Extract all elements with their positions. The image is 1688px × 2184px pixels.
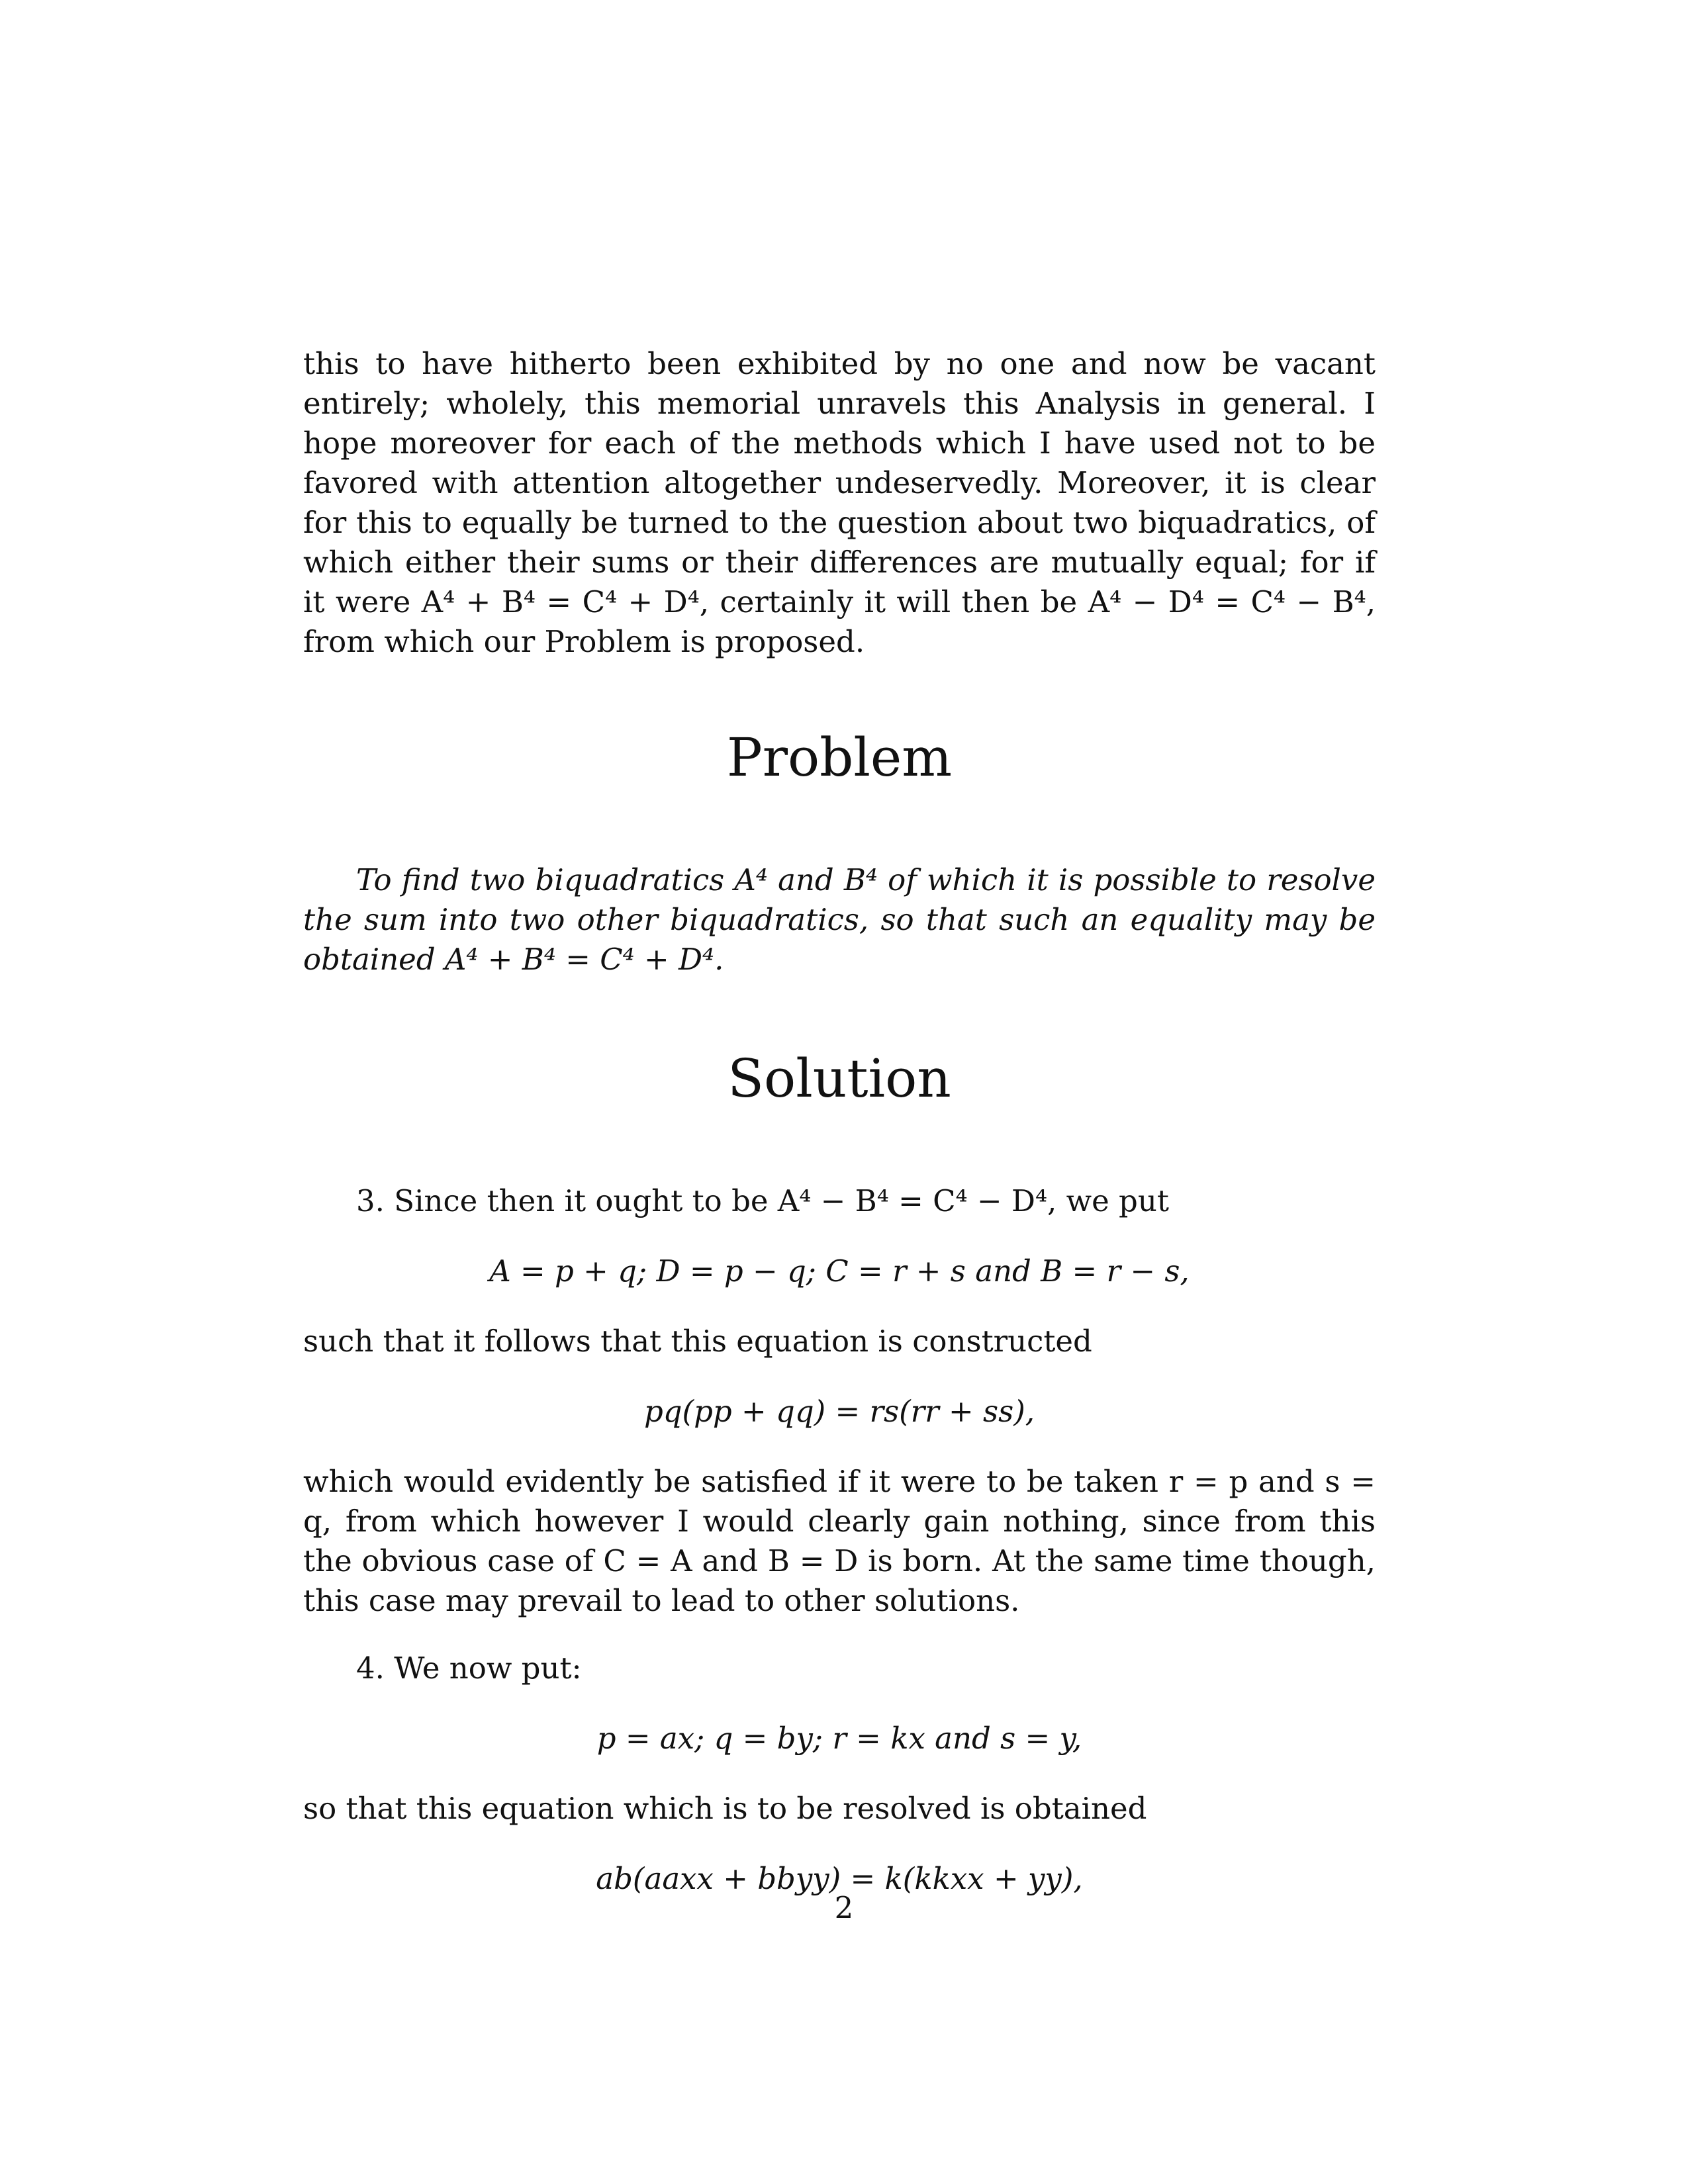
problem-statement: To find two biquadratics A⁴ and B⁴ of which it is possible to resolve the sum into two other biquadratics, so that such an equality may be obtained A⁴ + B⁴ = C⁴ + D⁴. xyxy=(303,862,1376,977)
problem-heading: Problem xyxy=(726,727,953,788)
section-4-mid: so that this equation which is to be resolved is obtained xyxy=(303,1791,1147,1826)
page-content xyxy=(303,344,1376,1929)
equation-ab-k: ab(aaxx + bbyy) = k(kkxx + yy), xyxy=(596,1861,1083,1896)
section-3-tail: which would evidently be satisfied if it were to be taken r = p and s = q, from which however I would clearly gain nothing, since from this the obvious case of C = A and B = D is born. At the same time though, this case may prevail to lead to other solutions. xyxy=(303,1464,1376,1618)
page-number: 2 xyxy=(834,1890,854,1925)
equation-substitution-1: A = p + q; D = p − q; C = r + s and B = r − s, xyxy=(489,1253,1190,1289)
solution-heading: Solution xyxy=(727,1048,951,1109)
section-3-lead: 3. Since then it ought to be A⁴ − B⁴ = C⁴ − D⁴, we put xyxy=(356,1183,1169,1218)
intro-paragraph: this to have hitherto been exhibited by no one and now be vacant entirely; wholely, this memorial unravels this Analysis in general. I hope moreover for each of the methods which I have used not to be favored with attention altogether undeservedly. Moreover, it is clear for this to equally be turned to the question about two biquadratics, of which either their sums or their differences are mutually equal; for if it were A⁴ + B⁴ = C⁴ + D⁴, certainly it will then be A⁴ − D⁴ = C⁴ − B⁴, from which our Problem is proposed. xyxy=(303,346,1376,659)
equation-pq-rs: pq(pp + qq) = rs(rr + ss), xyxy=(643,1394,1035,1429)
section-3-mid: such that it follows that this equation is constructed xyxy=(303,1324,1092,1359)
equation-substitution-2: p = ax; q = by; r = kx and s = y, xyxy=(596,1721,1082,1756)
section-4-lead: 4. We now put: xyxy=(356,1651,582,1686)
